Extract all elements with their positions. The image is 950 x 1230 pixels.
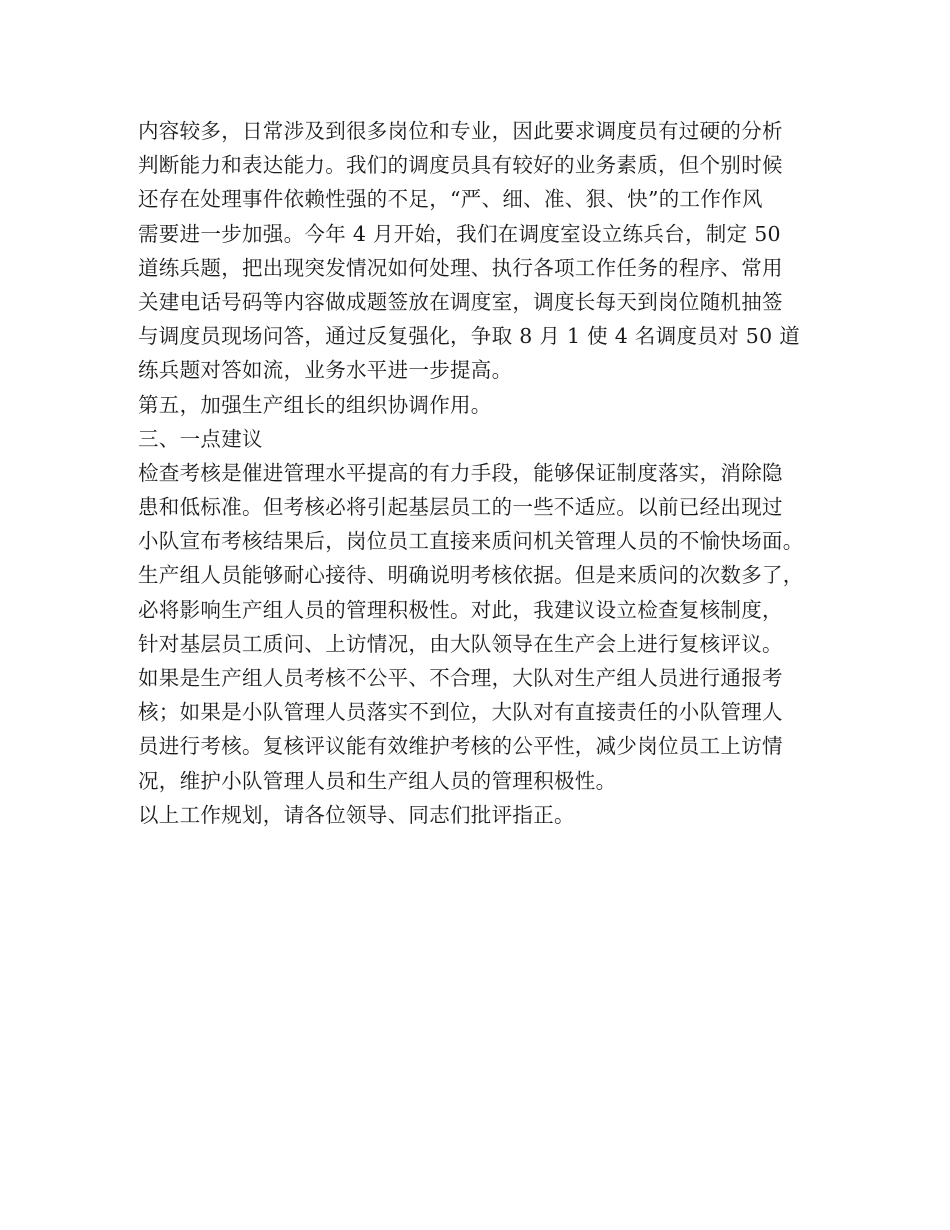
text-line: 员进行考核。复核评议能有效维护考核的公平性，减少岗位员工上访情 [138,734,783,759]
text-line: 况，维护小队管理人员和生产组人员的管理积极性。 [138,768,617,793]
document-body [138,114,838,832]
text-line: 必将影响生产组人员的管理积极性。对此，我建议设立检查复核制度， [138,597,783,622]
section-heading-fifth: 第五，加强生产组长的组织协调作用。 [138,392,492,417]
text-line: 核；如果是小队管理人员落实不到位，大队对有直接责任的小队管理人 [138,700,783,725]
section-heading-suggestion: 三、一点建议 [138,426,263,451]
text-line: 针对基层员工质问、上访情况，由大队领导在生产会上进行复核评议。 [138,631,783,656]
text-line: 练兵题对答如流，业务水平进一步提高。 [138,358,513,383]
text-line: 生产组人员能够耐心接待、明确说明考核依据。但是来质问的次数多了， [138,563,804,588]
text-line: 判断能力和表达能力。我们的调度员具有较好的业务素质，但个别时候 [138,153,783,178]
text-line: 道练兵题，把出现突发情况如何处理、执行各项工作任务的程序、常用 [138,255,783,280]
text-line: 需要进一步加强。今年 4 月开始，我们在调度室设立练兵台，制定 50 [138,221,781,246]
text-line: 还存在处理事件依赖性强的不足，“严、细、准、狠、快”的工作作风 [138,187,763,212]
text-line: 患和低标准。但考核必将引起基层员工的一些不适应。以前已经出现过 [138,495,783,520]
text-line: 内容较多，日常涉及到很多岗位和专业，因此要求调度员有过硬的分析 [138,119,783,143]
text-line: 小队宣布考核结果后，岗位员工直接来质问机关管理人员的不愉快场面。 [138,529,804,554]
text-line: 如果是生产组人员考核不公平、不合理，大队对生产组人员进行通报考 [138,666,783,690]
text-line: 与调度员现场问答，通过反复强化，争取 8 月 1 使 4 名调度员对 50 道 [138,324,801,349]
text-line: 关建电话号码等内容做成题签放在调度室，调度长每天到岗位随机抽签 [138,289,783,314]
text-line: 检查考核是催进管理水平提高的有力手段，能够保证制度落实，消除隐 [138,460,783,485]
closing-line: 以上工作规划，请各位领导、同志们批评指正。 [138,802,575,827]
